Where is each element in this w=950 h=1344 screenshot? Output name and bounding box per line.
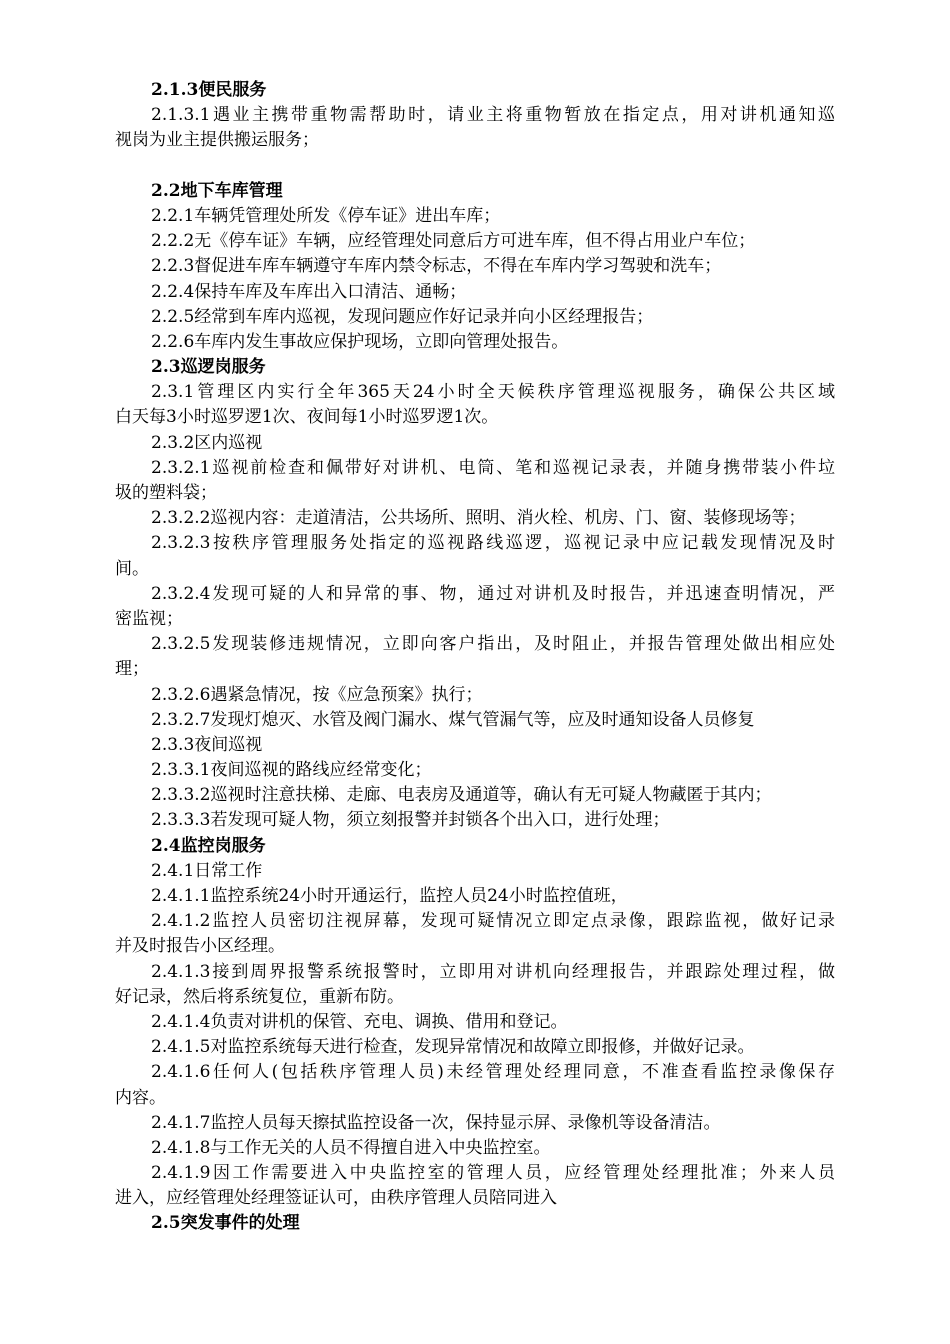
section-heading: 2.1.3便民服务 xyxy=(151,80,267,100)
text-line: 圾的塑料袋； xyxy=(115,483,217,503)
section-heading: 2.5突发事件的处理 xyxy=(151,1213,300,1234)
text-line: 2.2.3督促进车库车辆遵守车库内禁令标志，不得在车库内学习驾驶和洗车； xyxy=(151,256,722,277)
section-heading: 2.2地下车库管理 xyxy=(151,180,283,201)
text-line: 2.3.2区内巡视 xyxy=(151,432,263,453)
text-line: 并及时报告小区经理。 xyxy=(115,936,285,957)
text-line: 2.4.1.7监控人员每天擦拭监控设备一次，保持显示屏、录像机等设备清洁。 xyxy=(151,1112,721,1133)
text-line: 2.3.3.3若发现可疑人物，须立刻报警并封锁各个出入口，进行处理； xyxy=(151,810,670,831)
text-line: 2.4.1.5对监控系统每天进行检查，发现异常情况和故障立即报修，并做好记录。 xyxy=(151,1037,755,1058)
text-line: 进入，应经管理处经理签证认可，由秩序管理人员陪同进入 xyxy=(115,1188,557,1209)
text-line: 2.3.2.3按秩序管理服务处指定的巡视路线巡逻，巡视记录中应记载发现情况及时 xyxy=(151,533,835,554)
text-line: 内容。 xyxy=(115,1087,166,1108)
text-line: 2.3.2.5发现装修违规情况，立即向客户指出，及时阻止，并报告管理处做出相应处 xyxy=(151,634,835,655)
text-line: 2.4.1.3接到周界报警系统报警时，立即用对讲机向经理报告，并跟踪处理过程，做 xyxy=(151,961,835,982)
text-line: 2.2.2无《停车证》车辆，应经管理处同意后方可进车库，但不得占用业户车位； xyxy=(151,231,756,252)
text-line: 2.3.2.6遇紧急情况，按《应急预案》执行； xyxy=(151,684,483,705)
document-body xyxy=(115,78,835,1237)
section-heading: 2.4监控岗服务 xyxy=(151,835,266,856)
text-line: 2.3.1管理区内实行全年365天24小时全天候秩序管理巡视服务，确保公共区域 xyxy=(151,382,835,403)
text-line: 2.4.1.4负责对讲机的保管、充电、调换、借用和登记。 xyxy=(151,1011,568,1032)
text-line: 2.2.1车辆凭管理处所发《停车证》进出车库； xyxy=(151,205,501,226)
text-line: 2.3.3.1夜间巡视的路线应经常变化； xyxy=(151,760,432,781)
text-line: 2.4.1日常工作 xyxy=(151,860,263,881)
section-heading: 2.3巡逻岗服务 xyxy=(151,357,266,378)
text-line: 2.3.2.2巡视内容：走道清洁，公共场所、照明、消火栓、机房、门、窗、装修现场等； xyxy=(151,508,806,529)
text-line: 2.4.1.2监控人员密切注视屏幕，发现可疑情况立即定点录像，跟踪监视，做好记录 xyxy=(151,911,835,932)
text-line: 2.4.1.1监控系统24小时开通运行，监控人员24小时监控值班， xyxy=(151,886,628,906)
text-line: 2.4.1.9因工作需要进入中央监控室的管理人员，应经管理处经理批准；外来人员 xyxy=(151,1163,835,1184)
text-line: 2.2.5经常到车库内巡视，发现问题应作好记录并向小区经理报告； xyxy=(151,306,654,327)
text-line: 密监视； xyxy=(115,608,183,629)
text-line: 理； xyxy=(115,659,149,680)
text-line: 白天每3小时巡罗逻1次、夜间每1小时巡罗逻1次。 xyxy=(115,407,499,428)
text-line: 2.2.6车库内发生事故应保护现场，立即向管理处报告。 xyxy=(151,331,569,352)
text-line: 2.1.3.1遇业主携带重物需帮助时，请业主将重物暂放在指定点，用对讲机通知巡 xyxy=(151,105,835,126)
blank-line xyxy=(115,154,835,179)
text-line: 2.4.1.6任何人(包括秩序管理人员)未经管理处经理同意，不准查看监控录像保存 xyxy=(151,1062,835,1083)
text-line: 间。 xyxy=(115,558,149,579)
text-line: 2.3.3夜间巡视 xyxy=(151,734,263,755)
text-line: 好记录，然后将系统复位，重新布防。 xyxy=(115,986,404,1007)
text-line: 2.3.2.4发现可疑的人和异常的事、物，通过对讲机及时报告，并迅速查明情况，严 xyxy=(151,583,835,604)
text-line: 2.4.1.8与工作无关的人员不得擅自进入中央监控室。 xyxy=(151,1137,551,1158)
text-line: 2.3.3.2巡视时注意扶梯、走廊、电表房及通道等，确认有无可疑人物藏匿于其内； xyxy=(151,785,772,806)
text-line: 视岗为业主提供搬运服务； xyxy=(115,130,319,151)
text-line: 2.2.4保持车库及车库出入口清洁、通畅； xyxy=(151,281,467,302)
text-line: 2.3.2.1巡视前检查和佩带好对讲机、电筒、笔和巡视记录表，并随身携带装小件垃 xyxy=(151,457,835,478)
text-line: 2.3.2.7发现灯熄灭、水管及阀门漏水、煤气管漏气等，应及时通知设备人员修复 xyxy=(151,709,755,730)
